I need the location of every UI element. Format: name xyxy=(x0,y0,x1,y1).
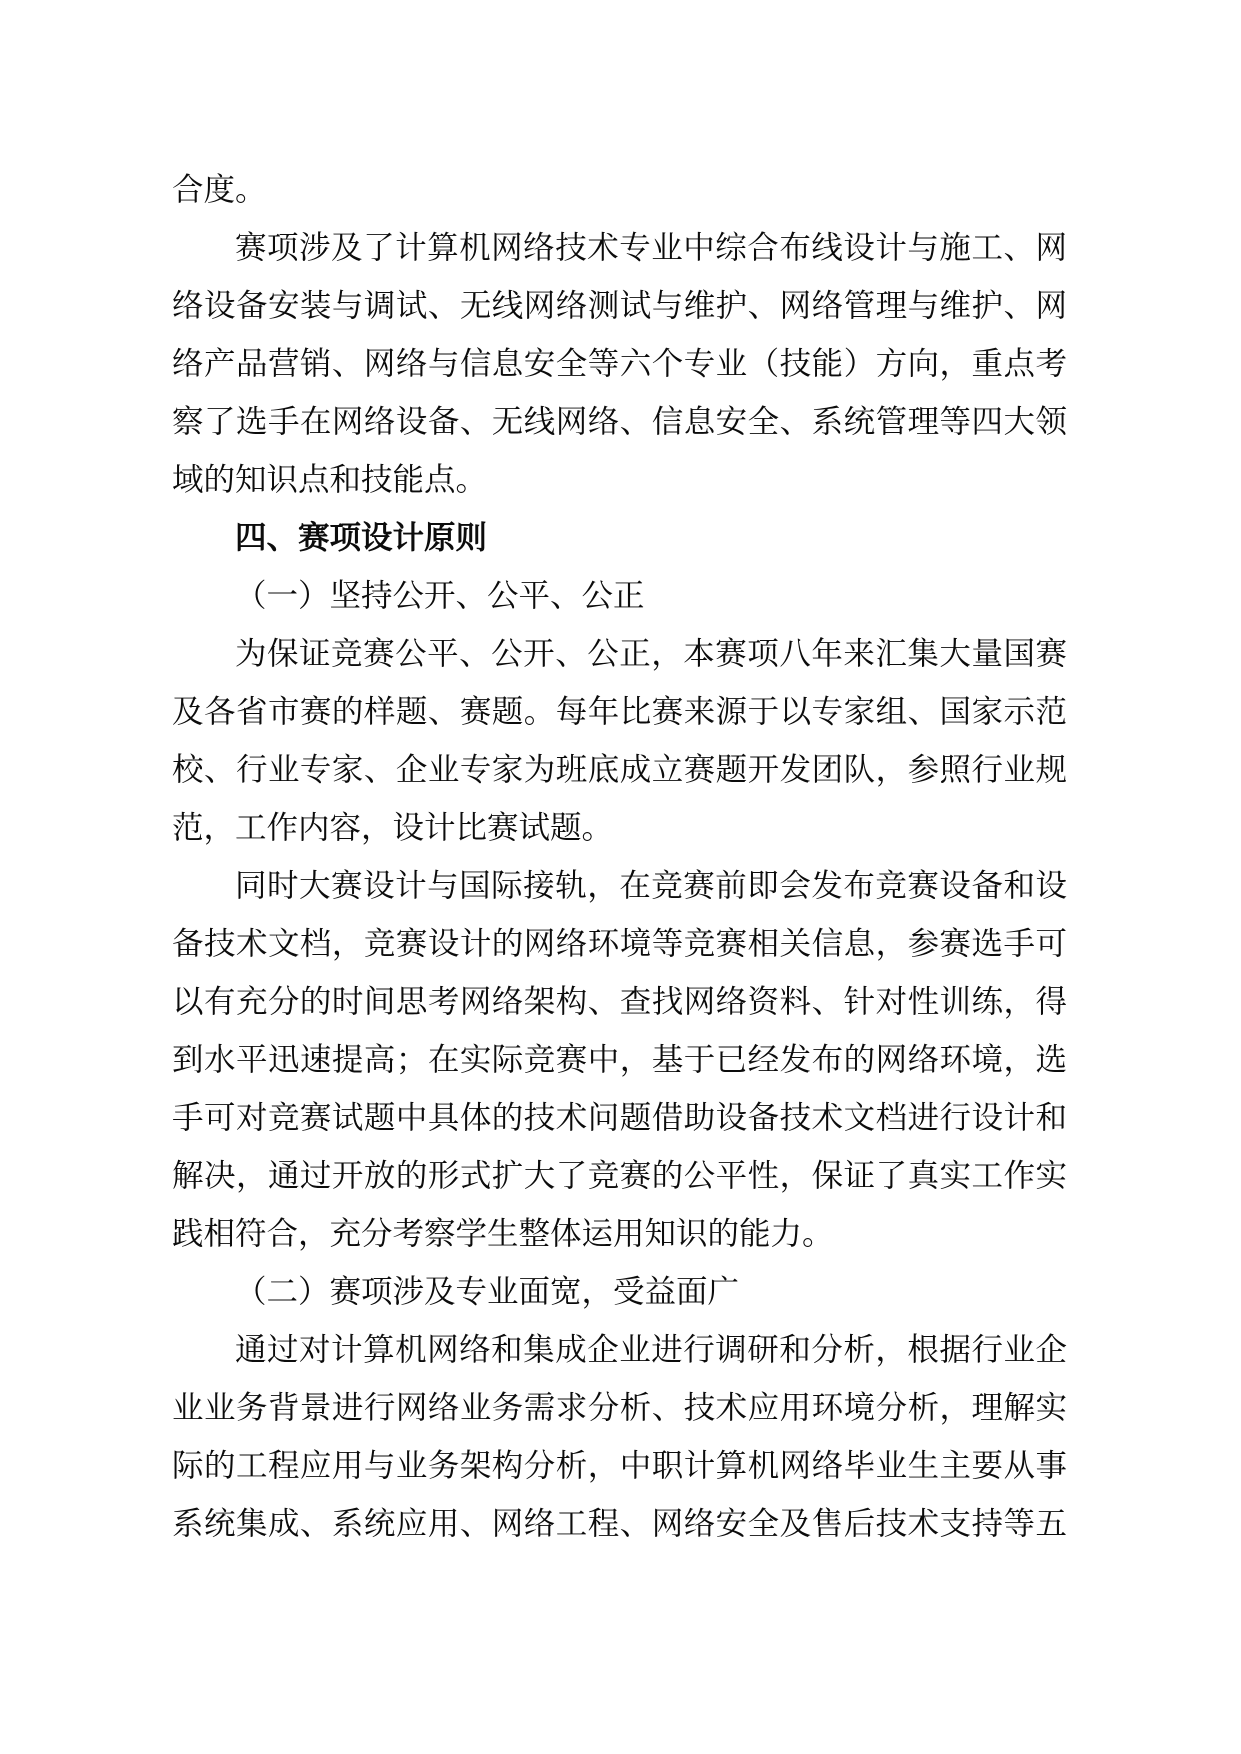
para-industry-research-line-2: 业业务背景进行网络业务需求分析、技术应用环境分析，理解实 xyxy=(172,1389,1067,1425)
para-competition-scope-line-2: 络设备安装与调试、无线网络测试与维护、网络管理与维护、网 xyxy=(172,287,1067,323)
para-industry-research-line-1: 通过对计算机网络和集成企业进行调研和分析，根据行业企 xyxy=(235,1331,1067,1367)
subheading-one xyxy=(172,566,1067,624)
para-industry-research-line-3: 际的工程应用与业务架构分析，中职计算机网络毕业生主要从事 xyxy=(172,1447,1067,1483)
para-industry-research-line-4: 系统集成、系统应用、网络工程、网络安全及售后技术支持等五 xyxy=(172,1505,1067,1541)
para-fairness-line-4: 范，工作内容，设计比赛试题。 xyxy=(172,809,614,845)
para-international-alignment-line-7: 践相符合，充分考察学生整体运用知识的能力。 xyxy=(172,1215,834,1251)
para-fairness-line-3: 校、行业专家、企业专家为班底成立赛题开发团队，参照行业规 xyxy=(172,751,1067,787)
heading-section-four xyxy=(172,508,1067,566)
para-competition-scope xyxy=(172,218,1067,508)
para-competition-scope-line-1: 赛项涉及了计算机网络技术专业中综合布线设计与施工、网 xyxy=(235,229,1067,265)
para-fairness-line-1: 为保证竞赛公平、公开、公正，本赛项八年来汇集大量国赛 xyxy=(235,635,1067,671)
subheading-two-line-1: （二）赛项涉及专业面宽，受益面广 xyxy=(235,1273,740,1309)
para-international-alignment-line-3: 以有充分的时间思考网络架构、查找网络资料、针对性训练，得 xyxy=(172,983,1067,1019)
para-international-alignment-line-6: 解决，通过开放的形式扩大了竞赛的公平性，保证了真实工作实 xyxy=(172,1157,1067,1193)
heading-section-four-line-1: 四、赛项设计原则 xyxy=(235,519,488,555)
para-competition-scope-line-5: 域的知识点和技能点。 xyxy=(172,461,488,497)
para-carryover-tail-line-1: 合度。 xyxy=(172,171,267,207)
subheading-one-line-1: （一）坚持公开、公平、公正 xyxy=(235,577,645,613)
para-fairness-line-2: 及各省市赛的样题、赛题。每年比赛来源于以专家组、国家示范 xyxy=(172,693,1067,729)
subheading-two xyxy=(172,1262,1067,1320)
para-competition-scope-line-3: 络产品营销、网络与信息安全等六个专业（技能）方向，重点考 xyxy=(172,345,1067,381)
document-content xyxy=(172,160,1067,1552)
para-international-alignment-line-2: 备技术文档，竞赛设计的网络环境等竞赛相关信息，参赛选手可 xyxy=(172,925,1067,961)
para-international-alignment-line-4: 到水平迅速提高；在实际竞赛中，基于已经发布的网络环境，选 xyxy=(172,1041,1067,1077)
para-carryover-tail xyxy=(172,160,1067,218)
para-fairness xyxy=(172,624,1067,856)
para-international-alignment-line-1: 同时大赛设计与国际接轨，在竞赛前即会发布竞赛设备和设 xyxy=(235,867,1067,903)
para-industry-research xyxy=(172,1320,1067,1552)
para-international-alignment xyxy=(172,856,1067,1262)
para-international-alignment-line-5: 手可对竞赛试题中具体的技术问题借助设备技术文档进行设计和 xyxy=(172,1099,1067,1135)
para-competition-scope-line-4: 察了选手在网络设备、无线网络、信息安全、系统管理等四大领 xyxy=(172,403,1067,439)
